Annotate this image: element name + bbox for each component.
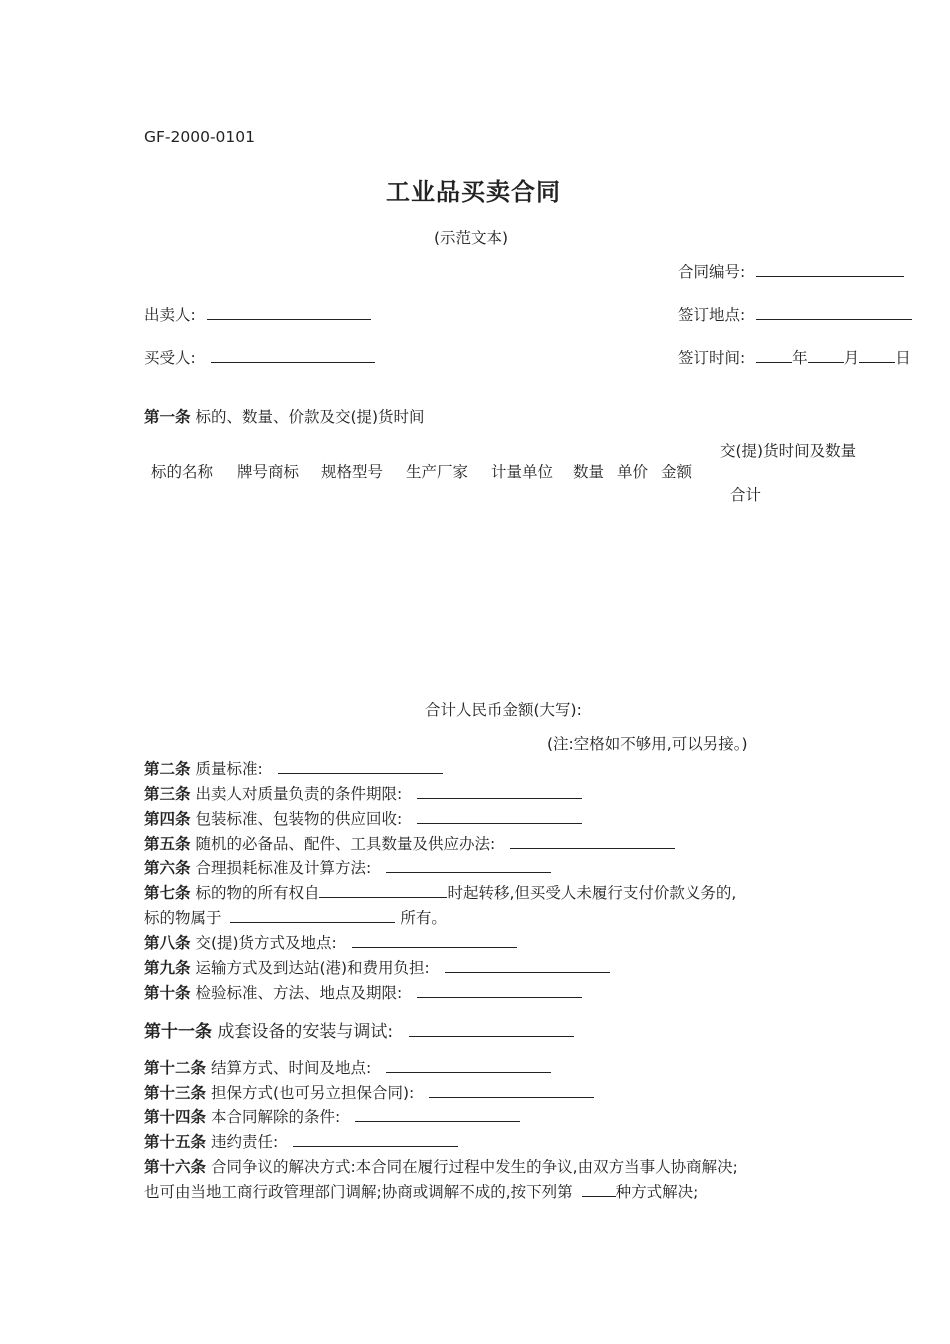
seller-label: 出卖人: <box>144 306 196 324</box>
month-blank[interactable] <box>808 348 844 363</box>
column-header-spec: 规格型号 <box>321 463 384 481</box>
article-text: 也可由当地工商行政管理部门调解;协商或调解不成的,按下列第 <box>144 1183 573 1201</box>
seller-blank[interactable] <box>207 305 371 320</box>
article-blank[interactable] <box>352 933 517 948</box>
buyer-field <box>144 346 375 368</box>
article-text: 质量标准: <box>195 760 263 778</box>
article-16-cont <box>144 1180 698 1202</box>
dispute-method-blank[interactable] <box>582 1182 616 1197</box>
article-9 <box>144 956 610 978</box>
sign-place-blank[interactable] <box>756 305 912 320</box>
seller-field <box>144 303 371 325</box>
sign-place-label: 签订地点: <box>678 306 746 324</box>
article-5 <box>144 832 675 854</box>
article-number: 第二条 <box>144 760 191 778</box>
article-text: 成套设备的安装与调试: <box>217 1022 394 1042</box>
article-13 <box>144 1081 594 1103</box>
article-6 <box>144 856 551 878</box>
article-text: 合同争议的解决方式:本合同在履行过程中发生的争议,由双方当事人协商解决; <box>210 1158 738 1176</box>
owner-blank[interactable] <box>230 908 395 923</box>
buyer-label: 买受人: <box>144 349 196 367</box>
article-text: 违约责任: <box>210 1133 279 1151</box>
article-11 <box>144 1017 574 1042</box>
article-text: 本合同解除的条件: <box>210 1108 341 1126</box>
month-label: 月 <box>843 349 860 367</box>
article-blank[interactable] <box>293 1132 458 1147</box>
article-number: 第五条 <box>144 835 191 853</box>
column-header-amount: 金额 <box>661 463 693 481</box>
article-2 <box>144 757 443 779</box>
day-blank[interactable] <box>859 348 895 363</box>
buyer-blank[interactable] <box>211 348 375 363</box>
article-number: 第八条 <box>144 934 191 952</box>
article-number: 第十一条 <box>144 1022 212 1042</box>
article-blank[interactable] <box>278 759 443 774</box>
article-blank[interactable] <box>417 784 582 799</box>
article-text-end: 所有。 <box>400 909 447 927</box>
delivery-column-header: 交(提)货时间及数量 <box>720 442 857 460</box>
article-text: 包装标准、包装物的供应回收: <box>195 810 403 828</box>
article-blank[interactable] <box>386 1058 551 1073</box>
document-code: GF-2000-0101 <box>144 128 256 146</box>
article-blank[interactable] <box>510 834 675 849</box>
article-number: 第四条 <box>144 810 191 828</box>
article-text-end: 种方式解决; <box>615 1183 699 1201</box>
column-header-quantity: 数量 <box>573 463 605 481</box>
article-14 <box>144 1105 520 1127</box>
article-text: 担保方式(也可另立担保合同): <box>210 1084 415 1102</box>
article-number: 第十条 <box>144 984 191 1002</box>
article-number: 第七条 <box>144 884 191 902</box>
contract-no-label: 合同编号: <box>678 263 746 281</box>
sign-time-field <box>678 346 911 368</box>
contract-no-blank[interactable] <box>756 262 904 277</box>
article-text: 结算方式、时间及地点: <box>210 1059 372 1077</box>
sign-place-field <box>678 303 912 325</box>
total-amount-label: 合计人民币金额(大写): <box>425 701 582 719</box>
article-number: 第十三条 <box>144 1084 207 1102</box>
year-label: 年 <box>792 349 808 367</box>
article-8 <box>144 931 517 953</box>
article-blank[interactable] <box>429 1083 594 1098</box>
article-blank[interactable] <box>445 958 610 973</box>
article-number: 第一条 <box>144 408 191 426</box>
sign-time-label: 签订时间: <box>678 349 746 367</box>
article-number: 第十二条 <box>144 1059 207 1077</box>
article-text: 标的物属于 <box>144 909 222 927</box>
year-blank[interactable] <box>756 348 792 363</box>
article-10 <box>144 981 582 1003</box>
article-text: 标的、数量、价款及交(提)货时间 <box>195 408 425 426</box>
article-12 <box>144 1056 551 1078</box>
column-header-brand: 牌号商标 <box>237 463 300 481</box>
article-number: 第十六条 <box>144 1158 207 1176</box>
document-subtitle: (示范文本) <box>434 229 509 247</box>
contract-no-field <box>678 260 904 282</box>
article-text-cont: 时起转移,但买受人未履行支付价款义务的, <box>447 884 737 902</box>
article-blank[interactable] <box>417 983 582 998</box>
article-blank[interactable] <box>417 809 582 824</box>
article-text: 出卖人对质量负责的条件期限: <box>195 785 403 803</box>
total-column-header: 合计 <box>730 486 762 504</box>
article-15 <box>144 1130 458 1152</box>
article-number: 第六条 <box>144 859 191 877</box>
article-4 <box>144 807 582 829</box>
article-text: 运输方式及到达站(港)和费用负担: <box>195 959 430 977</box>
article-number: 第十五条 <box>144 1133 207 1151</box>
article-3 <box>144 782 582 804</box>
document-title: 工业品买卖合同 <box>386 178 561 206</box>
article-7 <box>144 881 736 903</box>
article-text: 标的物的所有权自 <box>195 884 320 902</box>
article-blank[interactable] <box>355 1107 520 1122</box>
article-7-cont <box>144 906 447 928</box>
column-header-name: 标的名称 <box>151 463 214 481</box>
article-text: 交(提)货方式及地点: <box>195 934 337 952</box>
article-blank[interactable] <box>386 858 551 873</box>
article-text: 检验标准、方法、地点及期限: <box>195 984 403 1002</box>
column-header-unit-price: 单价 <box>617 463 649 481</box>
article-number: 第十四条 <box>144 1108 207 1126</box>
article-number: 第三条 <box>144 785 191 803</box>
ownership-transfer-blank[interactable] <box>319 883 447 898</box>
table-note: (注:空格如不够用,可以另接。) <box>547 735 748 753</box>
article-16 <box>144 1155 738 1177</box>
article-blank[interactable] <box>409 1022 574 1037</box>
article-text: 随机的必备品、配件、工具数量及供应办法: <box>195 835 496 853</box>
column-header-unit: 计量单位 <box>491 463 554 481</box>
column-header-manufacturer: 生产厂家 <box>406 463 469 481</box>
article-text: 合理损耗标准及计算方法: <box>195 859 372 877</box>
article-1 <box>144 405 425 427</box>
article-number: 第九条 <box>144 959 191 977</box>
day-label: 日 <box>895 349 911 367</box>
